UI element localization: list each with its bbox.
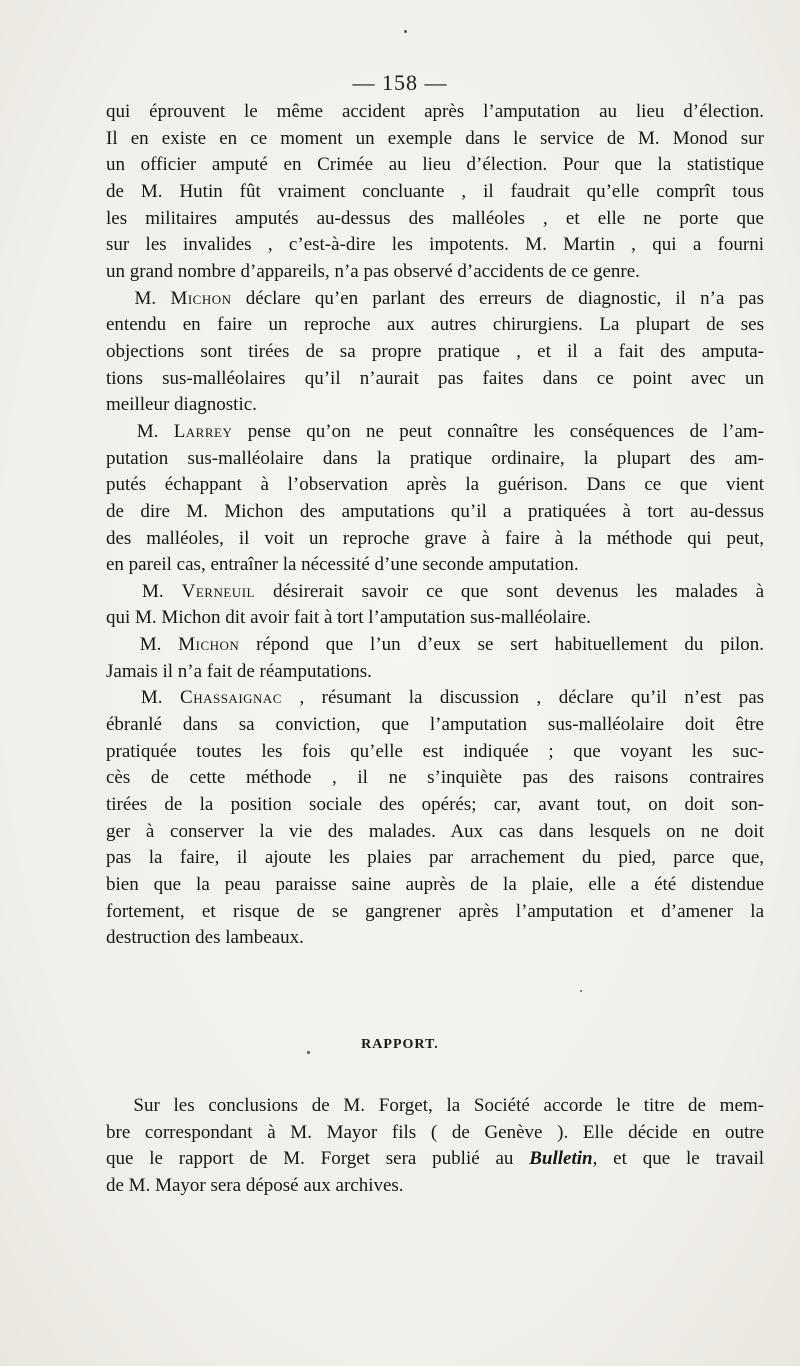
- text-fragment: que le rapport de M. Forget sera publié au: [106, 1148, 514, 1170]
- text-line: tirées de la position sociale des opérés; car, avant tout, on doit son-: [106, 794, 764, 816]
- text-line: de M. Mayor sera déposé aux archives.: [106, 1174, 404, 1196]
- text-line: meilleur diagnostic.: [106, 394, 257, 416]
- speaker-name: Verneuil: [181, 580, 255, 602]
- text-line: entendu en faire un reproche aux autres chirurgiens. La plupart de ses: [106, 314, 764, 336]
- text-fragment: pense qu’on ne peut connaître les conséquences de l’am-: [247, 420, 764, 442]
- text-line: un grand nombre d’appareils, n’a pas observé d’accidents de ce genre.: [106, 260, 640, 282]
- text-line: les militaires amputés au-dessus des malléoles , et elle ne porte que: [106, 207, 764, 229]
- text-line: objections sont tirées de sa propre pratique , et il a fait des amputa-: [106, 340, 764, 362]
- text-fragment: , résumant la discussion , déclare qu’il n’est pas: [299, 687, 764, 709]
- text-line: [106, 579, 764, 606]
- text-line: des malléoles, il voit un reproche grave à faire à la méthode qui peut,: [106, 527, 764, 549]
- text-line: cès de cette méthode , il ne s’inquiète pas des raisons contraires: [106, 767, 764, 789]
- speaker-name: Larrey: [173, 420, 233, 442]
- speaker-prefix: M.: [134, 287, 157, 309]
- text-fragment: déclare qu’en parlant des erreurs de diagnostic, il n’a pas: [245, 287, 764, 309]
- text-line: pas la faire, il ajoute les plaies par arrachement du pied, parce que,: [106, 847, 764, 869]
- text-line: destruction des lambeaux.: [106, 927, 304, 949]
- page-number: — 158 —: [352, 70, 448, 95]
- text-line: [106, 419, 764, 446]
- speaker-name: Chassaignac: [180, 687, 282, 709]
- section-heading: RAPPORT.: [361, 1037, 439, 1052]
- text-line: tions sus-malléolaires qu’il n’aurait pas faites dans ce point avec un: [106, 367, 764, 389]
- text-line: putés échappant à l’observation après la guérison. Dans ce que vient: [106, 474, 764, 496]
- text-fragment: répond que l’un d’eux se sert habituellement du pilon.: [256, 634, 764, 656]
- bulletin-italic: Bulletin: [529, 1148, 593, 1170]
- text-line: qui M. Michon dit avoir fait à tort l’amputation sus-malléolaire.: [106, 607, 591, 629]
- paragraph-rapport: [106, 1093, 764, 1200]
- paragraph-michon-2: [106, 632, 764, 685]
- paper-speck: [307, 1051, 310, 1054]
- text-line: qui éprouvent le même accident après l’amputation au lieu d’élection.: [106, 101, 764, 122]
- paragraph-1: [106, 99, 764, 286]
- text-line: fortement, et risque de se gangrener après l’amputation et d’amener la: [106, 900, 764, 922]
- text-line: [106, 1146, 764, 1173]
- text-line: [106, 286, 764, 313]
- text-line: [106, 632, 764, 659]
- paragraph-verneuil: [106, 579, 764, 632]
- speaker-prefix: M.: [136, 420, 159, 442]
- text-line: ébranlé dans sa conviction, que l’amputation sus-malléolaire doit être: [106, 714, 764, 736]
- text-line: de M. Hutin fût vraiment concluante , il faudrait qu’elle comprît tous: [106, 180, 764, 202]
- text-line: un officier amputé en Crimée au lieu d’élection. Pour que la statistique: [106, 154, 764, 176]
- paper-speck: [580, 990, 582, 992]
- text-line: ger à conserver la vie des malades. Aux cas dans lesquels on ne doit: [106, 820, 764, 842]
- text-line: en pareil cas, entraîner la nécessité d’une seconde amputation.: [106, 554, 579, 576]
- text-line: pratiquée toutes les fois qu’elle est indiquée ; que voyant les suc-: [106, 740, 764, 762]
- speaker-name: Michon: [178, 634, 240, 656]
- text-line: Jamais il n’a fait de réamputations.: [106, 660, 372, 682]
- speaker-name: Michon: [170, 287, 232, 309]
- text-fragment: désirerait savoir ce que sont devenus les malades à: [272, 580, 764, 602]
- text-line: [106, 1093, 764, 1120]
- text-line: [106, 685, 764, 712]
- paragraph-larrey: [106, 419, 764, 579]
- paper-speck: [404, 30, 407, 33]
- paragraph-michon-1: [106, 286, 764, 419]
- speaker-prefix: M.: [141, 580, 164, 602]
- text-line: sur les invalides , c’est-à-dire les impotents. M. Martin , qui a fourni: [106, 234, 764, 256]
- text-line: Il en existe en ce moment un exemple dans le service de M. Monod sur: [106, 127, 764, 149]
- speaker-prefix: M.: [139, 634, 162, 656]
- text-line: de dire M. Michon des amputations qu’il a pratiquées à tort au-dessus: [106, 500, 764, 522]
- text-line: bre correspondant à M. Mayor fils ( de Genève ). Elle décide en outre: [106, 1121, 764, 1143]
- speaker-prefix: M.: [140, 687, 163, 709]
- main-text: [106, 99, 764, 952]
- text-line: bien que la peau paraisse saine auprès de la plaie, elle a été distendue: [106, 874, 764, 896]
- text-fragment: , et que le travail: [592, 1148, 764, 1170]
- rapport-text: [106, 1074, 764, 1219]
- text-line: putation sus-malléolaire dans la pratique ordinaire, la plupart des am-: [106, 447, 764, 469]
- paragraph-chassaignac: [106, 685, 764, 952]
- text-fragment: Sur les conclusions de M. Forget, la Société accorde le titre de mem-: [133, 1095, 764, 1116]
